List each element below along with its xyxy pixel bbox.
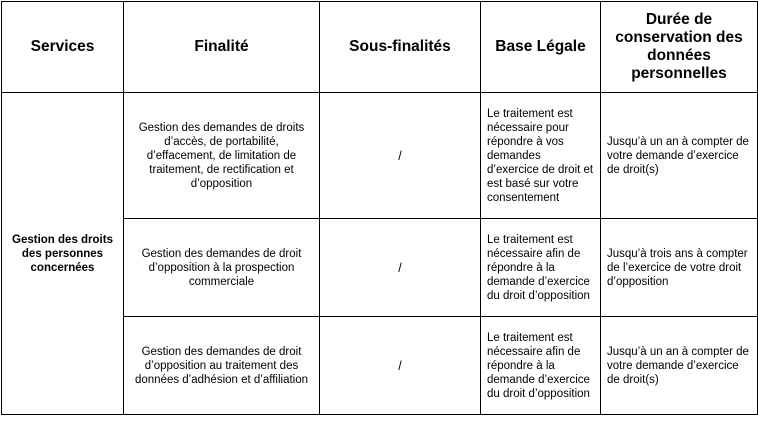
- header-sous-finalites: Sous-finalités: [320, 2, 481, 93]
- header-duree-conservation: Durée de conservation des données personnelles: [601, 2, 758, 93]
- duree-cell: Jusqu’à un an à compter de votre demande d’exercice de droit(s): [601, 317, 758, 415]
- duree-cell: Jusqu’à un an à compter de votre demande d’exercice de droit(s): [601, 93, 758, 219]
- service-cell: Gestion des droits des personnes concernées: [2, 93, 124, 415]
- processing-table: [1, 1, 758, 415]
- header-row: [2, 2, 758, 93]
- header-base-legale: Base Légale: [481, 2, 601, 93]
- header-finalite: Finalité: [124, 2, 320, 93]
- sous-finalite-cell: /: [320, 93, 481, 219]
- header-services: Services: [2, 2, 124, 93]
- duree-cell: Jusqu’à trois ans à compter de l’exercice de votre droit d’opposition: [601, 219, 758, 317]
- base-legale-cell: Le traitement est nécessaire pour répondre à vos demandes d’exercice de droit et est basé sur votre consentement: [481, 93, 601, 219]
- sous-finalite-cell: /: [320, 317, 481, 415]
- finalite-cell: Gestion des demandes de droits d’accès, de portabilité, d’effacement, de limitation de traitement, de rectification et d’opposition: [124, 93, 320, 219]
- finalite-cell: Gestion des demandes de droit d’opposition à la prospection commerciale: [124, 219, 320, 317]
- table-row: [2, 93, 758, 219]
- base-legale-cell: Le traitement est nécessaire afin de répondre à la demande d’exercice du droit d’opposition: [481, 317, 601, 415]
- finalite-cell: Gestion des demandes de droit d’opposition au traitement des données d’adhésion et d’affiliation: [124, 317, 320, 415]
- base-legale-cell: Le traitement est nécessaire afin de répondre à la demande d’exercice du droit d’opposition: [481, 219, 601, 317]
- sous-finalite-cell: /: [320, 219, 481, 317]
